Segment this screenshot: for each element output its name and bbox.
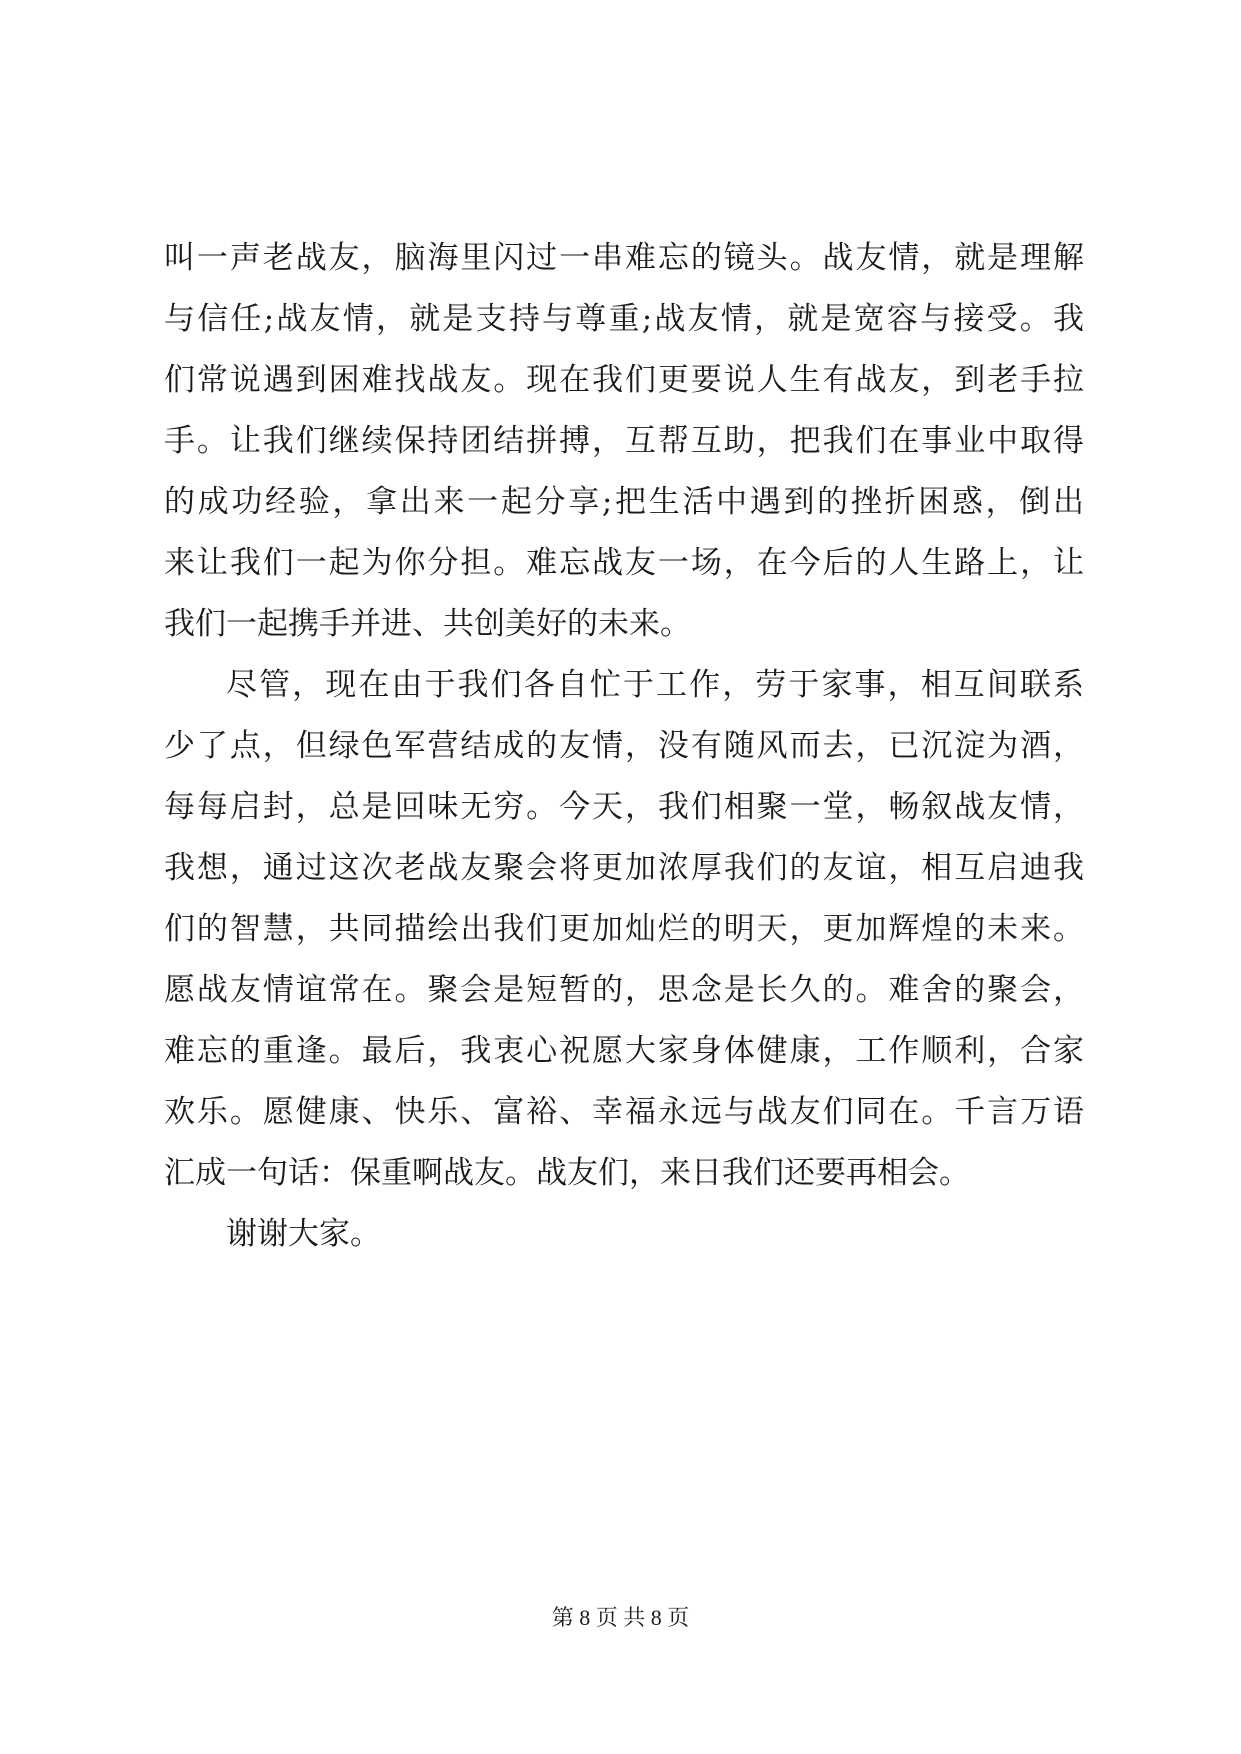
paragraph-3-line-1: 谢谢大家。 [226, 1216, 381, 1252]
paragraph-1-line-4: 手。让我们继续保持团结拼搏，互帮互助，把我们在事业中取得 [164, 423, 1084, 459]
paragraph-1-line-1: 叫一声老战友，脑海里闪过一串难忘的镜头。战友情，就是理解 [164, 240, 1084, 276]
document-body [164, 228, 1084, 1265]
paragraph-2-line-9: 汇成一句话：保重啊战友。战友们，来日我们还要再相会。 [164, 1155, 970, 1191]
paragraph-2-line-4: 我想，通过这次老战友聚会将更加浓厚我们的友谊，相互启迪我 [164, 850, 1084, 886]
paragraph-2-line-2: 少了点，但绿色军营结成的友情，没有随风而去，已沉淀为酒， [164, 728, 1084, 764]
page-number-label: 第 8 页 共 8 页 [551, 1605, 690, 1630]
paragraph-1-line-3: 们常说遇到困难找战友。现在我们更要说人生有战友，到老手拉 [164, 362, 1084, 398]
paragraph-1-line-7: 我们一起携手并进、共创美好的未来。 [164, 606, 691, 642]
paragraph-2-line-6: 愿战友情谊常在。聚会是短暂的，思念是长久的。难舍的聚会， [164, 972, 1084, 1008]
paragraph-1-line-5: 的成功经验，拿出来一起分享;把生活中遇到的挫折困惑，倒出 [164, 484, 1084, 520]
page-footer [0, 1604, 1241, 1632]
paragraph-2-line-1: 尽管，现在由于我们各自忙于工作，劳于家事，相互间联系 [226, 667, 1084, 703]
paragraph-2-line-5: 们的智慧，共同描绘出我们更加灿烂的明天，更加辉煌的未来。 [164, 911, 1084, 947]
paragraph-2-line-3: 每每启封，总是回味无穷。今天，我们相聚一堂，畅叙战友情， [164, 789, 1084, 825]
paragraph-2-line-8: 欢乐。愿健康、快乐、富裕、幸福永远与战友们同在。千言万语 [164, 1094, 1084, 1130]
paragraph-1-line-6: 来让我们一起为你分担。难忘战友一场，在今后的人生路上，让 [164, 545, 1084, 581]
paragraph-2-line-7: 难忘的重逢。最后，我衷心祝愿大家身体健康，工作顺利，合家 [164, 1033, 1084, 1069]
paragraph-1-line-2: 与信任;战友情，就是支持与尊重;战友情，就是宽容与接受。我 [164, 301, 1084, 337]
